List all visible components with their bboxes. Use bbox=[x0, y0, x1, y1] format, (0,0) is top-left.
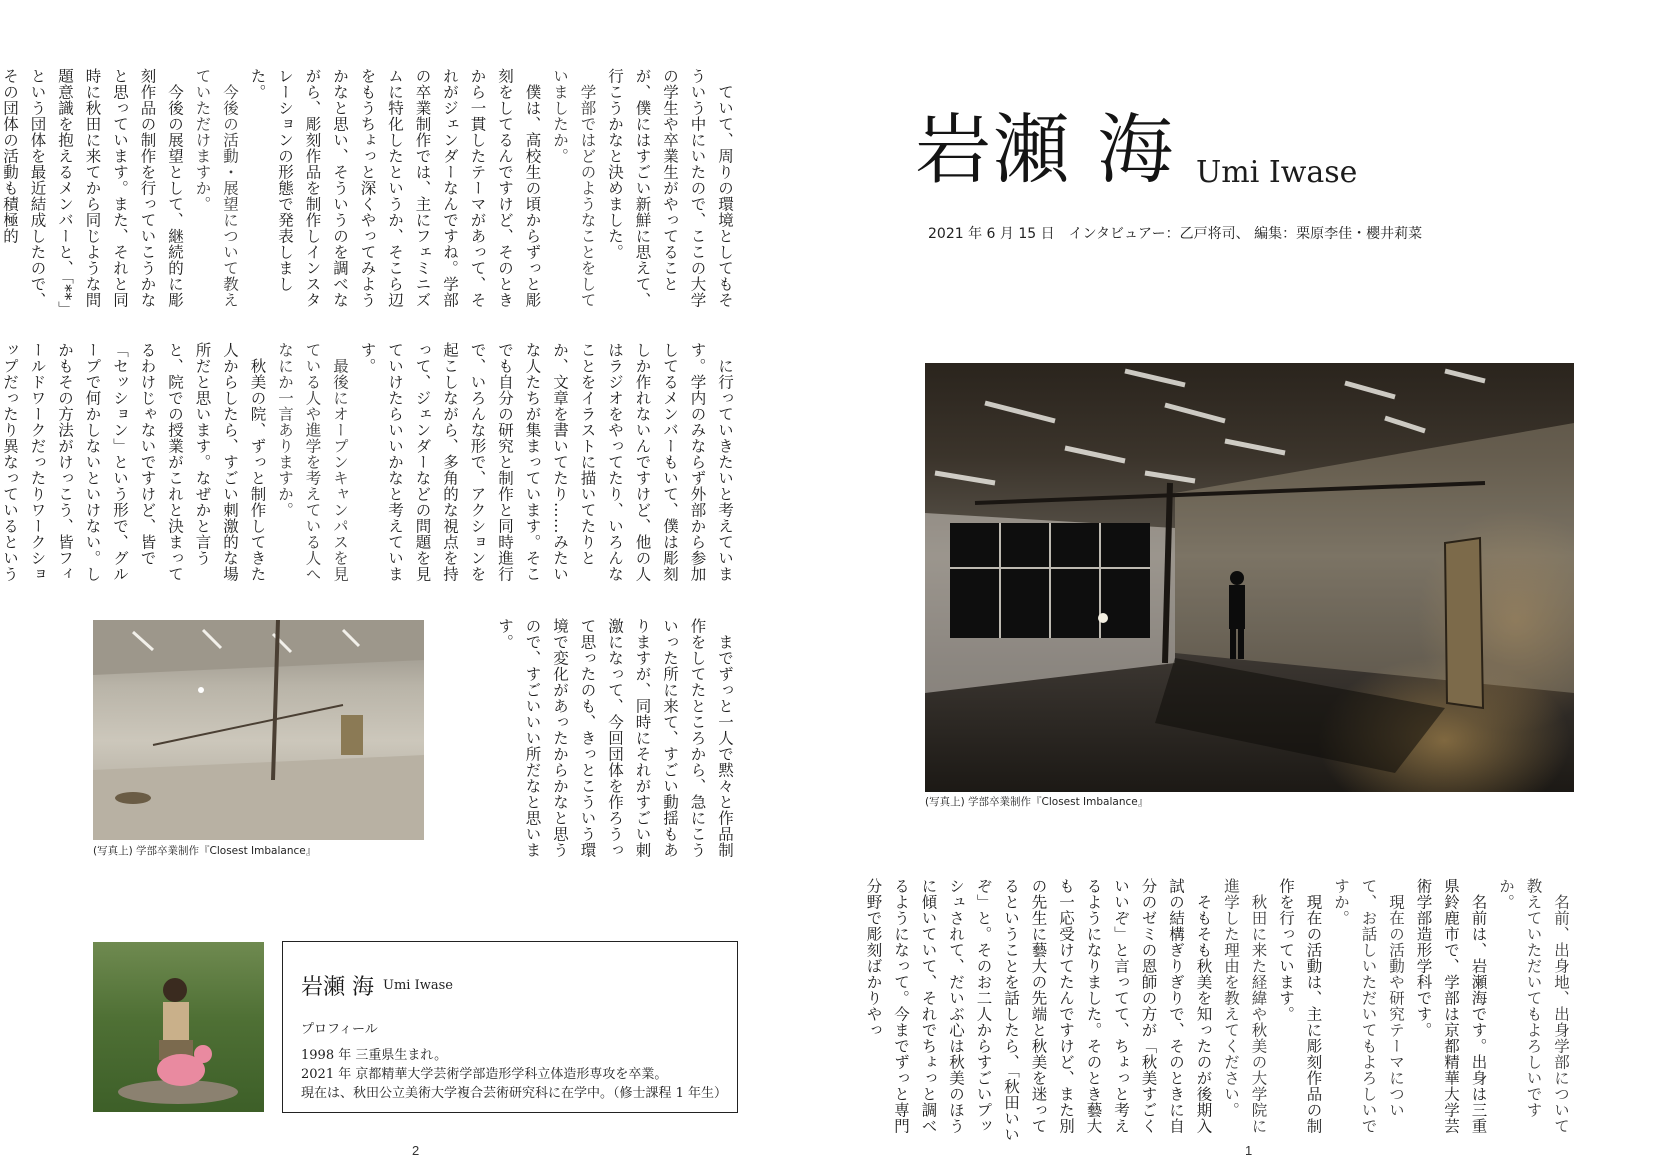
page-number-left: 2 bbox=[412, 1143, 420, 1158]
main-installation-photo bbox=[925, 363, 1574, 792]
main-photo-caption: (写真上) 学部卒業制作『Closest Imbalance』 bbox=[925, 796, 1149, 808]
interview-question: 名前、出身地、出身学部について教えていただいてもよろしいですか。 bbox=[1497, 878, 1570, 1134]
gallery-photo bbox=[93, 620, 424, 840]
interview-answer: そもそも秋美を知ったのが後期入試の結構ぎりぎりで、そのときに自分のゼミの恩師の方が「秋美すごくいいぞ」と言ってて、ちょっと考えるようになりました。そのとき藝大も一応受けてたんですけど、また別の先生に藝大の先端と秋美を迷ってるということを話したら、「秋田いいぞ」と。そのお二人からすごいプッシュされて、だいぶ心は秋美のほうに傾いていて、それでちょっと調べるようになって。今までずっと専門分野で彫刻ばかりやっ bbox=[864, 878, 1213, 1143]
profile-box bbox=[282, 941, 738, 1113]
interview-question: 最後にオープンキャンパスを見ている人や進学を考えている人へなにか一言ありますか。 bbox=[276, 342, 349, 582]
interview-meta: 2021 年 6 月 15 日 インタビュアー：乙戸将司、 編集：栗原李佳・櫻井莉菜 bbox=[928, 226, 1423, 242]
interview-question: 現在の活動や研究テーマについて、お話しいただいてもよろしいですか。 bbox=[1332, 878, 1405, 1134]
interview-question: 今後の活動・展望について教えていただけますか。 bbox=[193, 68, 239, 308]
installation-scene-graphic bbox=[925, 363, 1574, 792]
interview-answer: 秋美の院、ずっと制作してきた人からしたら、すごい刺激的な場所だと思います。なぜかと言うと、院での授業がこれと決まってるわけじゃないですけど、皆で「セッション」という形で、グループで何かしないといけない。しかもその方法がけっこう、皆フィールドワークだったりワークショップだったり異なっているという bbox=[1, 342, 267, 582]
portrait-photo bbox=[93, 942, 264, 1112]
interview-answer: ていて、周りの環境としてもそういう中にいたので、ここの大学の学生や卒業生がやってることが、僕にはすごい新鮮に思えて、行こうかなと決めました。 bbox=[606, 68, 734, 308]
page-title-english: Umi Iwase bbox=[1196, 155, 1358, 190]
interview-answer: 僕は、高校生の頃からずっと彫刻をしてるんですけど、そのときから一貫したテーマがあって、それがジェンダーなんですね。学部の卒業制作では、主にフェミニズムに特化したというか、そこら辺をもうちょっと深くやってみようかなと思い、そういうのを調べながら、彫刻作品を制作しインスタレーションの形態で発表しました。 bbox=[248, 68, 542, 308]
interview-answer: 今後の展望として、継続的に彫刻作品の制作を行っていこうかなと思っています。また、それと同時に秋田に来てから同じような問題意識を抱えるメンバーと、「**」という団体を最近結成したので、その団体の活動も積極的 bbox=[1, 68, 184, 317]
gallery-photo-caption: (写真上) 学部卒業制作『Closest Imbalance』 bbox=[93, 845, 317, 857]
interview-question: 学部ではどのようなことをしていましたか。 bbox=[551, 68, 597, 308]
interview-question: 秋田に来た経緯や秋美の大学院に進学した理由を教えてください。 bbox=[1222, 878, 1268, 1134]
gallery-scene-graphic bbox=[93, 620, 424, 840]
profile-line: 1998 年 三重県生まれ。 bbox=[301, 1048, 448, 1063]
interview-answer: に行っていきたいと考えています。学内のみならず外部から参加してるメンバーもいて、僕は彫刻しか作れないんですけど、他の人はラジオをやってたり、いろんなことをイラストに描いてたりとか、文章を書いてたり……みたいな人たちが集まっています。そこでも自分の研究と制作と同時進行で、いろんな形で、アクションを起こしながら、多角的な視点を持って、ジェンダーなどの問題を見ていけたらいいかなと考えています。 bbox=[358, 342, 734, 582]
page-number-right: 1 bbox=[1245, 1143, 1253, 1158]
interview-answer: までずっと一人で黙々と作品制作をしてたところから、急にこういった所に来て、すごい動揺もありますが、同時にそれがすごい刺激になって、今回団体を作ろうって思ったのも、きっとこういう環境で変化があったからかなと思うので、すごいいい所だなと思います。 bbox=[496, 618, 734, 858]
interview-answer: 名前は、岩瀬海です。出身は三重県鈴鹿市で、学部は京都精華大学芸術学部造形学科です。 bbox=[1414, 878, 1488, 1134]
left-page-lower-text bbox=[496, 618, 738, 868]
interview-answer: 現在の活動は、主に彫刻作品の制作を行っています。 bbox=[1277, 878, 1323, 1134]
portrait-graphic bbox=[93, 942, 264, 1112]
profile-line: 2021 年 京都精華大学芸術学部造形学科立体造形専攻を卒業。 bbox=[301, 1067, 668, 1082]
profile-name-english: Umi Iwase bbox=[383, 978, 453, 993]
right-page-interview-text bbox=[864, 878, 1574, 1148]
profile-name: 岩瀬 海 bbox=[301, 975, 374, 1000]
profile-heading: プロフィール bbox=[301, 1022, 378, 1037]
left-page-middle-text bbox=[1, 342, 738, 592]
left-page-upper-text bbox=[1, 68, 738, 318]
page-title: 岩瀬 海 bbox=[915, 105, 1176, 194]
profile-line: 現在は、秋田公立美術大学複合芸術研究科に在学中。（修士課程 1 年生） bbox=[301, 1086, 728, 1101]
